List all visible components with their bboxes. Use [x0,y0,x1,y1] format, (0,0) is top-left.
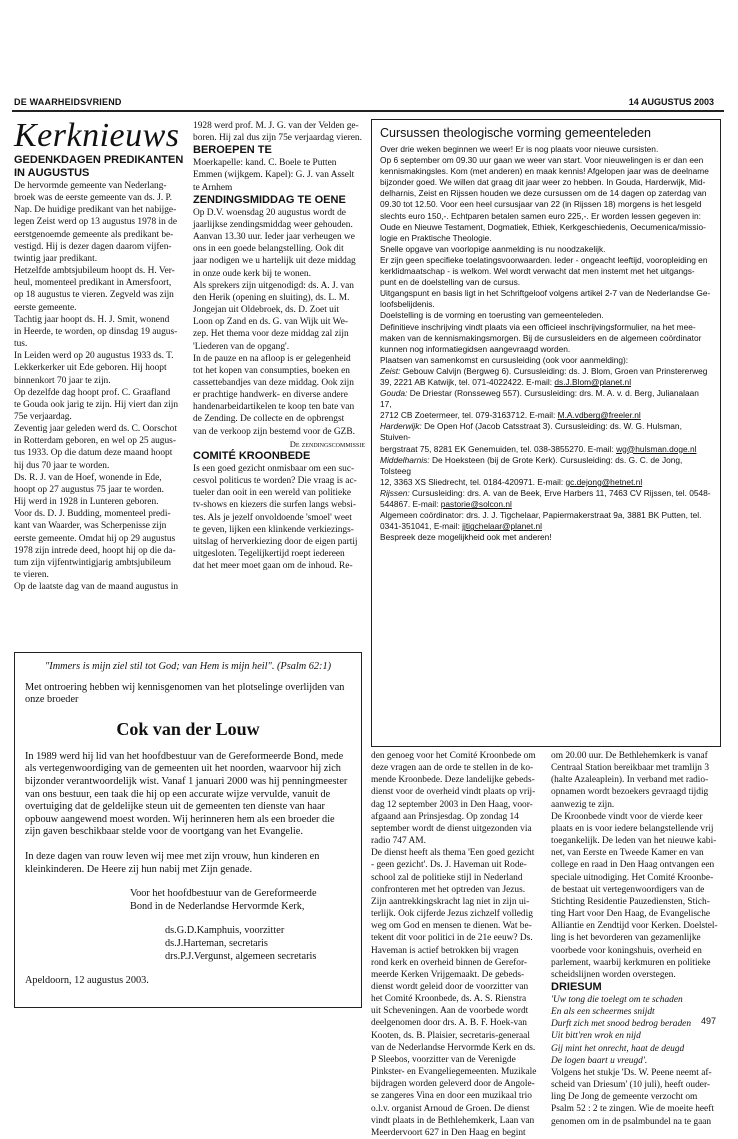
headline-line-1: GEDENKDAGEN PREDIKANTEN [14,154,184,166]
text-line: confronteren met het optreden van Jezus. [371,884,526,895]
text-line: broek was de eerste gemeente van ds. J. P. [14,193,173,204]
headline-beroepen: BEROEPEN TE [193,144,272,157]
text-line: o.l.v. organist Arnoud de Groen. De dienst [371,1103,530,1114]
text-line: Tachtig jaar hoopt ds. H. J. Smit, wonend [14,314,170,325]
text-line: voorbede voor koningshuis, overheid en [551,945,702,956]
text-line: bijdragen worden geleverd door de Angole- [371,1079,535,1090]
text-line: speciale uitnodiging. Het Comité Kroonbe- [551,872,714,883]
text-line: handenarbeidartikelen te koop ten bate van [193,402,355,413]
cursus-line: punt en de doelstelling van de cursus. [380,277,521,288]
text-line: op 18 augustus te vieren. Zegveld was zijn [14,290,174,301]
article-comite-end [551,750,723,981]
text-line: Lekkerkerker uit Ede geboren. Hij hoopt [14,363,167,374]
text-line: de Zending. De collecte en de opbrengst [193,414,345,425]
text-line: van de verkoop zijn bestemd voor de GZB. [193,426,355,437]
text-line: toegankelijk. De leden van het nieuwe kabi- [551,836,717,847]
text-line: hij dus 70 jaar te worden. [14,460,110,471]
cursus-line: Er zijn geen specifieke toelatingsvoorwaarden. Ieder - ongeacht leeftijd, vooropleiding en [380,254,708,265]
place-contact [380,444,712,455]
text-line: Haveman is actief betrokken bij vragen [371,945,519,956]
text-line: Kooten, ds. B. Plaisier, secretaris-generaal [371,1030,530,1041]
text-line: Aanvan 13.30 uur. Ieder jaar verheugen we [193,232,355,243]
section-title: Kerknieuws [14,117,180,154]
text-line: Jongejan uit Oldebroek, ds. D. Zoet uit [193,305,340,316]
text-line: parlement, waarbij kerkmuren en politieke [551,957,711,968]
text-line: tv-shows en kiezers die surfen langs websi- [193,500,356,511]
text-line: 1978 zijn intrede deed, hoopt hij op die da- [14,545,176,556]
header-rule [12,110,724,112]
place-details: Cursusleiding: drs. A. van de Beek, Erve Harbers 11, 7463 CV Rijssen, tel. 0548- [412,487,711,498]
text-line: Op D.V. woensdag 20 augustus wordt de [193,207,346,218]
text-line: Is een goed gezicht onmisbaar om een suc- [193,463,355,474]
text-line: eerstgenoemde gemeente als predikant be- [14,229,174,240]
driesum-poem [551,994,723,1067]
place-name: Zeist: [380,365,401,376]
text-line: tus 1933. Op die datum deze maand hoopt [14,448,173,459]
place-contact [380,499,712,510]
coordinator-phone: 0341-351041, E-mail: [380,521,463,532]
poem-line: Uit bitt'ren wrok en nijd [551,1031,641,1042]
text-line: In Leiden werd op 20 augustus 1933 ds. T. [14,351,174,362]
text-line: tueler dan ooit in een wereld van politieke [193,488,352,499]
text-line: Zeventig jaar geleden werd ds. C. Oorschot [14,424,177,435]
place-address: 12, 3363 XS Sliedrecht, tel. 0184-420971. E-mail: [380,476,566,487]
page-number: 497 [700,1016,716,1026]
cursus-title: Cursussen theologische vorming gemeenteleden [380,126,651,140]
text-line: Meerdervoort 627 in Den Haag en begint [371,1127,526,1138]
text-line: radio 747 AM. [371,836,426,847]
memoriam-name: Cok van der Louw [116,718,260,739]
email-link[interactable]: M.A.vdberg@freeler.nl [557,410,641,421]
text-line: Ds. R. J. van de Hoef, wonende in Ede, [14,472,162,483]
cursus-line: maken van de kennismakingsmorgen. Bij de cursusleiders en de algemeen coördinator [380,332,702,343]
place-details: De Open Hof (Jacob Catsstraat 3). Cursusleiding: ds. W. G. Hulsman, Stuiven- [380,421,682,443]
text-line: dienst voor de overheid vindt plaats op vrij- [371,787,536,798]
text-line: in onze oude kerk bij te wonen. [193,268,311,279]
place-address: 544867. E-mail: [380,499,441,509]
text-line: Volgens het stukje 'Ds. W. Peene neemt af- [551,1067,712,1078]
text-line: hoopt op 27 augustus 75 jaar te worden. [14,484,164,495]
headline-zendingsmiddag: ZENDINGSMIDDAG TE OENE [193,193,346,206]
text-line: kant van Waarder, was Scherpenisse zijn [14,521,167,532]
column-4 [551,750,723,1128]
place-entry [380,388,712,410]
cursus-line: bijzonder goed. We willen dat graag dit jaar weer zo hebben. In Gouda, Harderwijk, Mid- [380,177,706,188]
text-line: plaats en is voor iedere belangstellende vrij [551,823,714,834]
text-line: te Gouda ook jarig te zijn. Hij viert dan zijn [14,399,179,410]
text-line: Op de laatste dag van de maand augustus in [14,582,179,593]
text-line: den Herik (opening en sluiting), ds. L. M. [193,292,350,303]
text-line: om 20.00 uur. De Bethlehemkerk is vanaf [551,751,708,761]
text-line: scheid van Driesum' (10 juli), heeft ouder- [551,1080,711,1091]
poem-line: Gij mint het onrecht, haat de deugd [551,1043,685,1054]
text-line: se zangeres Vina en door een muzikaal trio [371,1091,532,1102]
text-line: school zal de politieke stijl in Nederland [371,872,523,883]
text-line: De Kroonbede vindt voor de vierde keer [551,811,703,822]
text-line: zep. Het thema voor deze middag zal zijn [193,329,349,340]
text-line: tus. [14,339,28,350]
text-line: Psalm 52 : 2 te zingen. Wie de moeite heeft [551,1104,714,1115]
email-link[interactable]: wg@hulsman.doge.nl [616,443,697,454]
column-2 [193,120,365,572]
memoriam-place-date: Apeldoorn, 12 augustus 2003. [25,975,149,987]
text-line: dat het meer moet gaan om de inhoud. Re- [193,561,353,572]
text-line: 1928 werd prof. M. J. G. van der Velden ge- [193,121,359,131]
text-line: De dienst heeft als thema 'Een goed gezicht [371,848,535,859]
text-line: het Comité Kroonbede, ds. A. S. Rienstra [371,994,527,1005]
text-line: uitslag of herverkiezing door de eigen partij [193,536,358,547]
place-name: Middelharnis: [380,454,430,465]
text-line: boren. Hij zal dus zijn 75e verjaardag vieren. [193,133,362,144]
place-address: 39, 2221 AB Katwijk, tel. 071-4022422. E-mail: [380,376,555,387]
cursus-line: Doelstelling is de vorming en toerusting van gemeenteleden. [380,310,604,321]
article-gedenkdagen [14,180,189,593]
headline-line-2: IN AUGUSTUS [14,167,90,179]
text-line: Centraal Station bereikbaar met tramlijn 3 [551,763,710,774]
coordinator-line-2 [380,521,712,532]
text-line: te Arnhem [193,182,233,193]
text-line: deelgenomen door drs. A. B. F. Hoek-van [371,1018,527,1029]
text-line: - geen gezicht'. Ds. J. Haveman uit Rode- [371,860,527,871]
article-credit: De zendingscommissie [289,438,365,449]
text-line: eerste gemeente. [14,302,77,313]
poem-line: En als een scheermes snijdt [551,1007,655,1018]
text-line: Nap. De huidige predikant van het nabijge- [14,205,177,216]
text-line: van de Nederlandse Hervormde Kerk en ds. [371,1042,536,1053]
text-line: eerste gemeente. Omdat hij op 29 augustus [14,533,176,544]
text-line: twintig jaar predikant. [14,253,98,264]
place-details: De Hoeksteen (bij de Grote Kerk). Cursusleiding: ds. G. C. de Jong, Tolsteeg [380,454,683,476]
text-line: Zijn aantrekkingskracht lag niet in zijn ui- [371,896,530,907]
text-line: weg om God en mensen te dienen. Wat be- [371,921,532,932]
text-line: Hij werd in 1928 in Lunteren geboren. [14,497,159,508]
memoriam-sign-line-2: Bond in de Nederlandse Hervormde Kerk, [130,900,305,912]
cursus-line: Snelle opgave van voorlopige aanmelding is nu noodzakelijk. [380,243,606,254]
text-line: dienst wordt geleid door de voorzitter van [371,981,529,992]
text-line: ling De Jong de gemeente verzocht om [551,1092,698,1103]
text-line: P Sleebos, voorzitter van de Verenigde [371,1054,516,1065]
text-line: ling is het bevorderen van gezamenlijke [551,933,701,944]
text-line: er prachtige handwerk- en diverse andere [193,390,348,401]
poem-line: De logen baart u vreugd'. [551,1055,648,1066]
text-line: deze vragen aan de orde te stellen in de ko- [371,763,534,774]
text-line: te geven, lijken een klinkende verkiezings- [193,524,354,535]
cursus-line: slechts euro 150,-. Echtparen betalen samen euro 225,-. Er worden lessen gegeven in: [380,210,701,221]
text-line: uitgesloten. Tegelijkertijd roept iedereen [193,549,345,559]
article-zendingsmiddag [193,207,365,438]
signer: ds.J.Harteman, secretaris [165,937,268,949]
text-line: In de pauze en na afloop is er gelegenheid [193,353,351,364]
cursus-closing: Bespreek deze mogelijkheid ook met anderen! [380,532,552,543]
cursus-line: logie en Praktische Theologie. [380,232,492,243]
text-line: mende Kroonbede. Deze landelijke gebeds- [371,775,535,786]
memoriam-body: In 1989 werd hij lid van het hoofdbestuur van de Gereformeerde Bond, mede als vertegenwoordiging van de gemeenten uit het noorden, waarvoor hij zich bijzonder verantwoordelijk wist. Vanaf 1 januari 2000 was hij penningmeester van ons bestuur, een taak die hij op een accurate wijze vervulde, vanuit de overtuiging dat de geldelijke steun uit de gemeenten ten dienste van haar opbouw aangewend moest worden. Wij herinneren hem als een broeder die zijn gaven beschikbaar stelde voor de voortgang van het Evangelie. [25,750,348,838]
article-comite-kroonbede [193,463,365,572]
cursus-line: Over drie weken beginnen we weer! Er is nog plaats voor nieuwe cursisten. [380,144,659,154]
email-link[interactable]: ds.J.Blom@planet.nl [554,376,632,387]
cursus-body [380,144,712,366]
cursus-announcement-box [371,119,721,747]
place-name: Gouda: [380,388,408,399]
text-line: jaarlijkse zendingsmiddag weer gehouden. [193,219,353,230]
text-line: jaar nodigen we u hartelijk uit deze middag [193,256,356,267]
headline-comite-kroonbede: COMITÉ KROONBEDE [193,449,311,462]
text-line: legen Zeist werd op 13 augustus 1978 in de [14,217,177,228]
text-line: meerde Kerken Vrijgemaakt. De gebeds- [371,969,525,980]
coordinator-line-1: Algemeen coördinator: drs. J. J. Tigchelaar, Papiermakerstraat 9a, 3881 BK Putten, tel. [380,510,702,521]
place-name: Rijssen: [380,487,410,498]
text-line: genomen om in de psalmbundel na te gaan [551,1116,712,1127]
poem-line: Durft zich met snood bedrog beraden [551,1019,692,1030]
text-line: tum zijn vijfentwintigjarig ambtsjubileum [14,557,172,568]
headline-driesum: DRIESUM [551,980,602,993]
text-line: scheidslijnen worden overstegen. [551,969,676,980]
article-comite-continuation [371,750,543,1139]
text-line: te vieren. [14,570,49,580]
text-line: Moerkapelle: kand. C. Boele te Putten [193,158,337,169]
column-kerknieuws [14,118,189,593]
memoriam-signers [25,925,351,963]
place-entry [380,488,712,499]
cursus-line: kerklidmaatschap - is welkom. Wel wordt verwacht dat men instemt met het uitgangs- [380,266,695,277]
text-line: Pinkster- en Evangeliegemeenten. Muzikale [371,1067,537,1078]
text-line: 'Liederen van de opgang'. [193,341,290,352]
signer: ds.G.D.Kamphuis, voorzitter [165,925,285,937]
text-line: 75e verjaardag. [14,411,72,422]
text-line: tot het kopen van consumpties, boeken en [193,365,350,376]
text-line: Alliantie en Zendtijd voor Kerken. Doelstel- [551,921,718,932]
article-beroepen [193,157,365,193]
email-link[interactable]: gc.dejong@hetnet.nl [565,476,643,487]
text-line: dag 12 september 2003 in Den Haag, voor- [371,799,533,810]
memoriam-sign-line-1: Voor het hoofdbestuur van de Gereformeerde [130,888,317,900]
publication-masthead: DE WAARHEIDSVRIEND [14,97,122,107]
cursus-line: Uitgangspunt en basis ligt in het Schriftgeloof volgens artikel 2-7 van de Nederlandse Ge- [380,288,711,299]
place-entry [380,421,712,443]
text-line: college en raad in Den Haag ontvangen een [551,860,715,871]
text-line: Emmen (wijkgem. Kapel): G. J. van Asselt [193,170,355,181]
text-line: in Rotterdam geboren, en wel op 25 augus- [14,436,176,447]
text-line: rond kerk en overheid binnen de Gerefor- [371,957,527,968]
text-line: tekent dit voor politici in de 21e eeuw? Ds. [371,933,533,944]
text-line: in Heerde, te worden, op dinsdag 19 augus- [14,326,178,337]
place-entry [380,455,712,477]
cursus-line: kennismakingsles. Kom (met anderen) en maak kennis! Afgelopen jaar was de deelname [380,166,709,177]
article-continuation [193,120,365,144]
memoriam-intro: Met ontroering hebben wij kennisgenomen van het plotselinge overlijden van onze broeder [25,681,345,706]
cursus-line: Definitieve inschrijving vindt plaats via een officieel inschrijvingsformulier, na het mee- [380,321,696,332]
text-line: net, van Eerste en Tweede Kamer en van [551,848,704,859]
place-entry [380,366,712,377]
text-line: terlijk. Ook cijferde Jezus zichzelf volledig [371,909,533,920]
coordinator-email-link[interactable]: jjtigchelaar@planet.nl [462,521,543,532]
text-line: (halte Azaleaplein). In verband met radio- [551,775,709,786]
cursus-line: Op 6 september om 09.30 uur gaan we weer van start. Voor nieuwelingen is er dan een [380,155,704,166]
text-line: afgaand aan Prinsjesdag. Op zondag 14 [371,811,519,822]
place-details: Gebouw Calvijn (Bergweg 6). Cursusleiding: ds. J. Blom, Groen van Prinstererweg [402,365,708,376]
cursus-places [380,366,712,510]
text-line: vestigd. Hij is dezer dagen daarom vijfen- [14,241,172,252]
cursus-line: delharnis, Zeist en Rijssen houden we deze cursussen om de 14 dagen op zaterdag van [380,188,707,199]
text-line: september wordt de dienst uitgezonden via [371,823,532,834]
cursus-line: kunnen nog informatiegidsen aangevraagd worden. [380,343,571,354]
text-line: opnamen wordt bezoekers gevraagd tijdig [551,787,709,798]
in-memoriam-box [14,652,362,1008]
text-line: Op dezelfde dag hoopt prof. C. Graafland [14,387,171,398]
cursus-line: loofsbelijdenis. [380,299,435,310]
place-address: bergstraat 75, 8281 EK Genemuiden, tel. 038-3855270. E-mail: [380,443,617,454]
text-line: cassettebandjes van deze middag. Ook zijn [193,377,354,388]
issue-date: 14 AUGUSTUS 2003 [628,97,714,107]
poem-line: 'Uw tong die toelegt om te schaden [551,994,683,1005]
place-details: De Driestar (Ronsseweg 557). Cursusleiding: drs. M. A. v. d. Berg, Julianalaan 17, [380,388,699,410]
cursus-line: Oude en Nieuwe Testament, Dogmatiek, Ethiek, Kerkgeschiedenis, Oecumenica/missio- [380,221,706,232]
place-address: 2712 CB Zoetermeer, tel. 079-3163712. E-mail: [380,410,558,421]
text-line: vindt plaats in de Bethlehemkerk, Laan van [371,1115,535,1126]
text-line: De hervormde gemeente van Nederlang- [14,181,167,191]
cursus-line: 09.30 tot 12.50. Voor een heel cursusjaar van 22 (in Rijssen 18) morgens is het lesgeld [380,199,702,210]
text-line: Hetzelfde ambtsjubileum hoopt ds. H. Ver- [14,266,175,277]
text-line: Als sprekers zijn uitgenodigd: ds. A. J. van [193,280,354,291]
signer: drs.P.J.Vergunst, algemeen secretaris [165,950,317,962]
memoriam-quote: "Immers is mijn ziel stil tot God; van Hem is mijn heil". (Psalm 62:1) [44,661,332,672]
text-line: binnenkort 70 jaar te zijn. [14,375,111,386]
text-line: uit Scheveningen. Aan de voorbede wordt [371,1006,529,1017]
column-3 [371,750,543,1139]
text-line: ting Hart voor Den Haag, de Evangelische [551,909,711,920]
text-line: den genoeg voor het Comité Kroonbede om [371,751,536,761]
place-name: Harderwijk: [380,421,422,432]
email-link[interactable]: pastorie@solcon.nl [440,499,512,509]
memoriam-closing: In deze dagen van rouw leven wij mee met zijn vrouw, hun kinderen en kleinkinderen. De Heere zij hun nabij met Zijn genade. [25,850,320,875]
text-line: de bestaat uit vertegenwoordigers van de [551,884,705,895]
place-contact [380,377,712,388]
cursus-line: Plaatsen van samenkomst en cursusleiding (ook voor aanmelding): [380,354,629,365]
text-line: Stichting Residentie Pauzediensten, Stich- [551,896,710,907]
text-line: ons in een goede belangstelling. Ook dit [193,244,344,255]
place-contact [380,410,712,421]
text-line: cesvol politicus te worden? Die vraag is ac- [193,476,357,487]
text-line: Loon op Zand en ds. G. van Wijk uit We- [193,317,349,328]
text-line: aanwezig te zijn. [551,799,615,810]
article-driesum [551,1067,723,1128]
place-contact [380,477,712,488]
text-line: heul, momenteel predikant in Amersfoort, [14,278,172,289]
text-line: Voor ds. D. J. Budding, momenteel predi- [14,509,171,520]
text-line: tes. Als je jezelf onvoldoende 'smoel' weet [193,512,352,523]
